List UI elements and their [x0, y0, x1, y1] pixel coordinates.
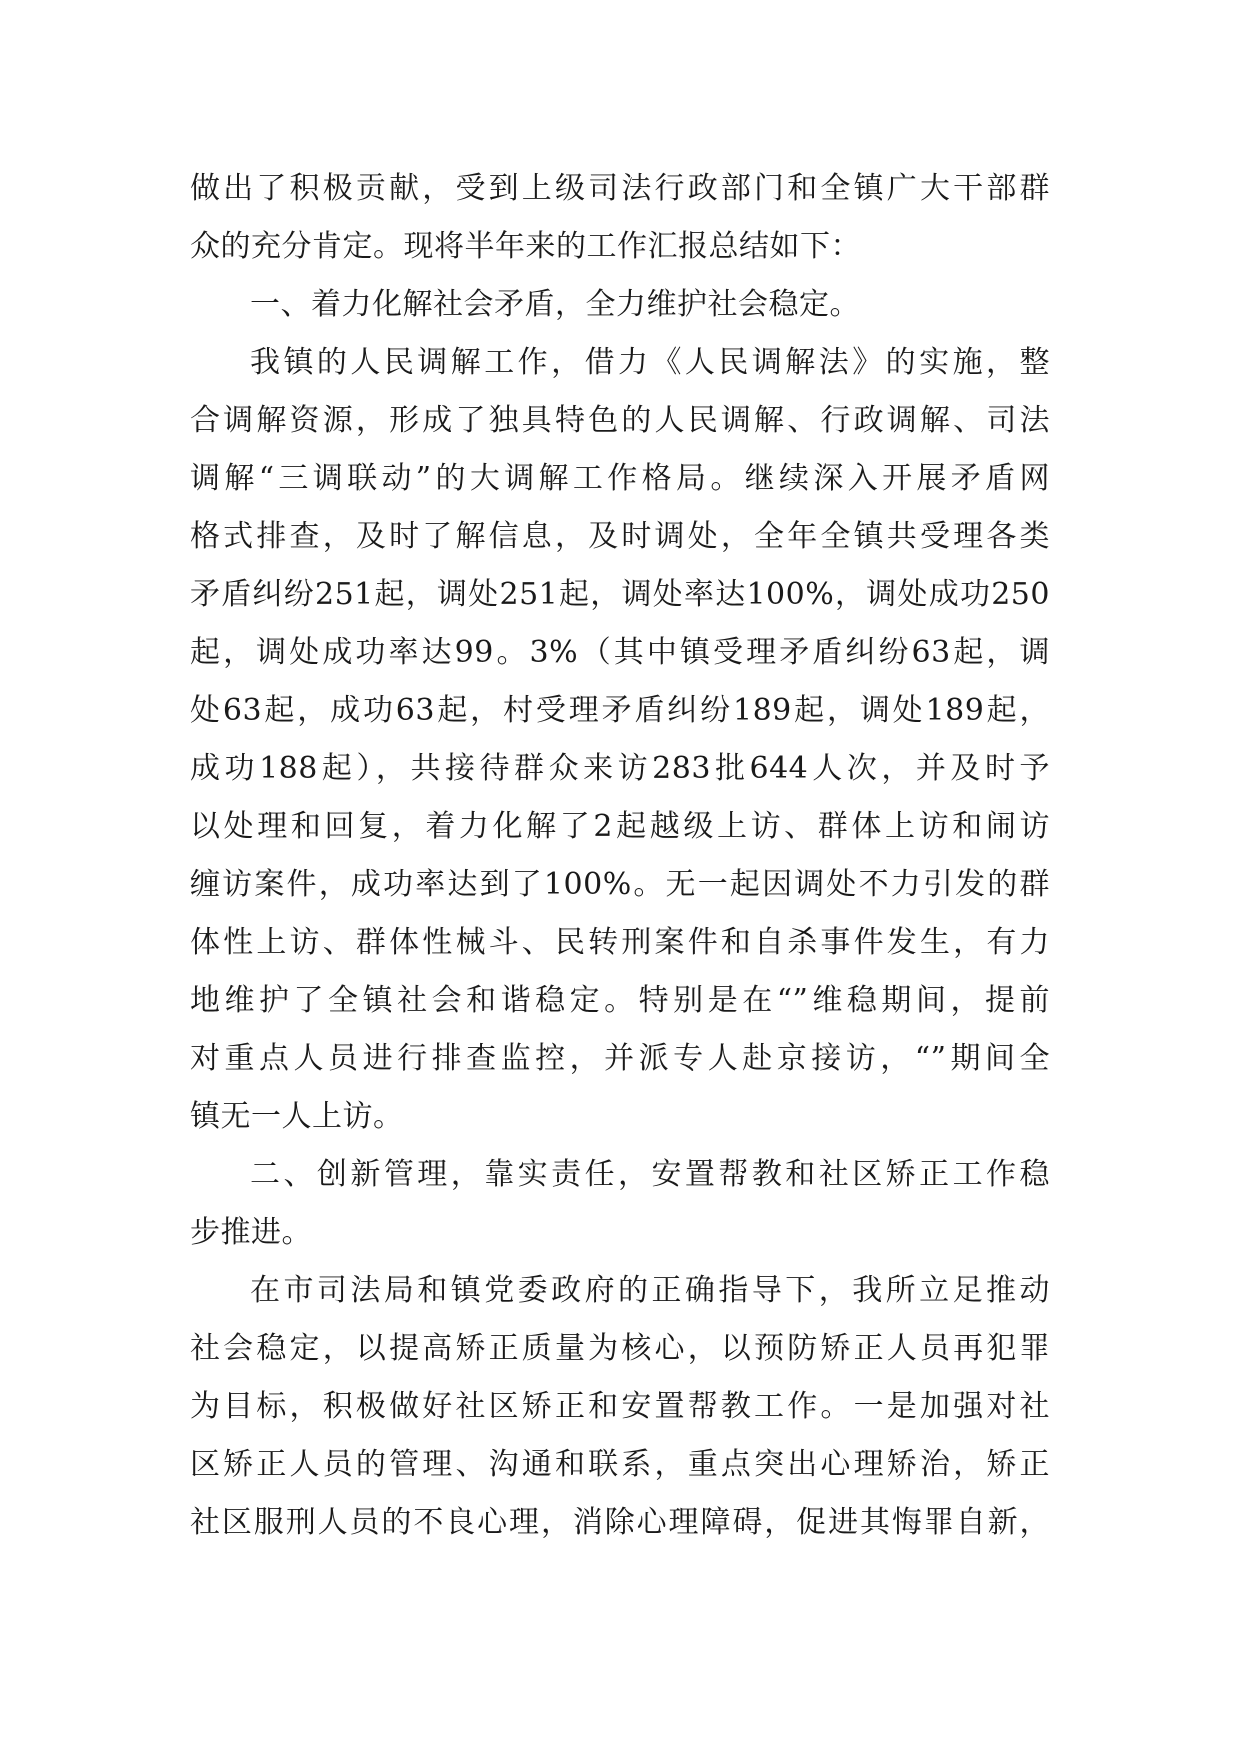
text-line: 区矫正人员的管理、沟通和联系，重点突出心理矫治，矫正 [190, 1447, 1050, 1482]
text-line: 步推进。 [190, 1215, 312, 1250]
text-line: 成功188起），共接待群众来访283批644人次，并及时予 [190, 751, 1050, 786]
text-line: 缠访案件，成功率达到了100%。无一起因调处不力引发的群 [190, 867, 1050, 902]
text-line: 对重点人员进行排查监控，并派专人赴京接访，“”期间全 [190, 1041, 1050, 1076]
text-line: 矛盾纠纷251起，调处251起，调处率达100%，调处成功250 [190, 577, 1050, 612]
text-line: 我镇的人民调解工作，借力《人民调解法》的实施，整 [250, 345, 1050, 380]
text-line: 地维护了全镇社会和谐稳定。特别是在“”维稳期间，提前 [190, 983, 1050, 1018]
text-line: 在市司法局和镇党委政府的正确指导下，我所立足推动 [250, 1273, 1050, 1308]
text-line: 合调解资源，形成了独具特色的人民调解、行政调解、司法 [190, 403, 1050, 438]
text-line: 一、着力化解社会矛盾，全力维护社会稳定。 [250, 287, 860, 322]
text-line: 做出了积极贡献，受到上级司法行政部门和全镇广大干部群 [190, 171, 1050, 206]
text-line: 众的充分肯定。现将半年来的工作汇报总结如下： [190, 229, 861, 264]
text-line: 镇无一人上访。 [190, 1099, 404, 1134]
text-line: 以处理和回复，着力化解了2起越级上访、群体上访和闹访 [190, 809, 1050, 844]
text-line: 处63起，成功63起，村受理矛盾纠纷189起，调处189起， [190, 693, 1050, 728]
text-line: 格式排查，及时了解信息，及时调处，全年全镇共受理各类 [190, 519, 1050, 554]
text-line: 调解“三调联动”的大调解工作格局。继续深入开展矛盾网 [190, 461, 1050, 496]
text-line: 二、创新管理，靠实责任，安置帮教和社区矫正工作稳 [250, 1157, 1050, 1192]
text-line: 起，调处成功率达99。3%（其中镇受理矛盾纠纷63起，调 [190, 635, 1050, 670]
text-line: 体性上访、群体性械斗、民转刑案件和自杀事件发生，有力 [190, 925, 1050, 960]
text-line: 为目标，积极做好社区矫正和安置帮教工作。一是加强对社 [190, 1389, 1050, 1424]
text-line: 社区服刑人员的不良心理，消除心理障碍，促进其悔罪自新， [190, 1505, 1050, 1540]
text-line: 社会稳定，以提高矫正质量为核心，以预防矫正人员再犯罪 [190, 1331, 1050, 1366]
document-body [190, 160, 1050, 1552]
